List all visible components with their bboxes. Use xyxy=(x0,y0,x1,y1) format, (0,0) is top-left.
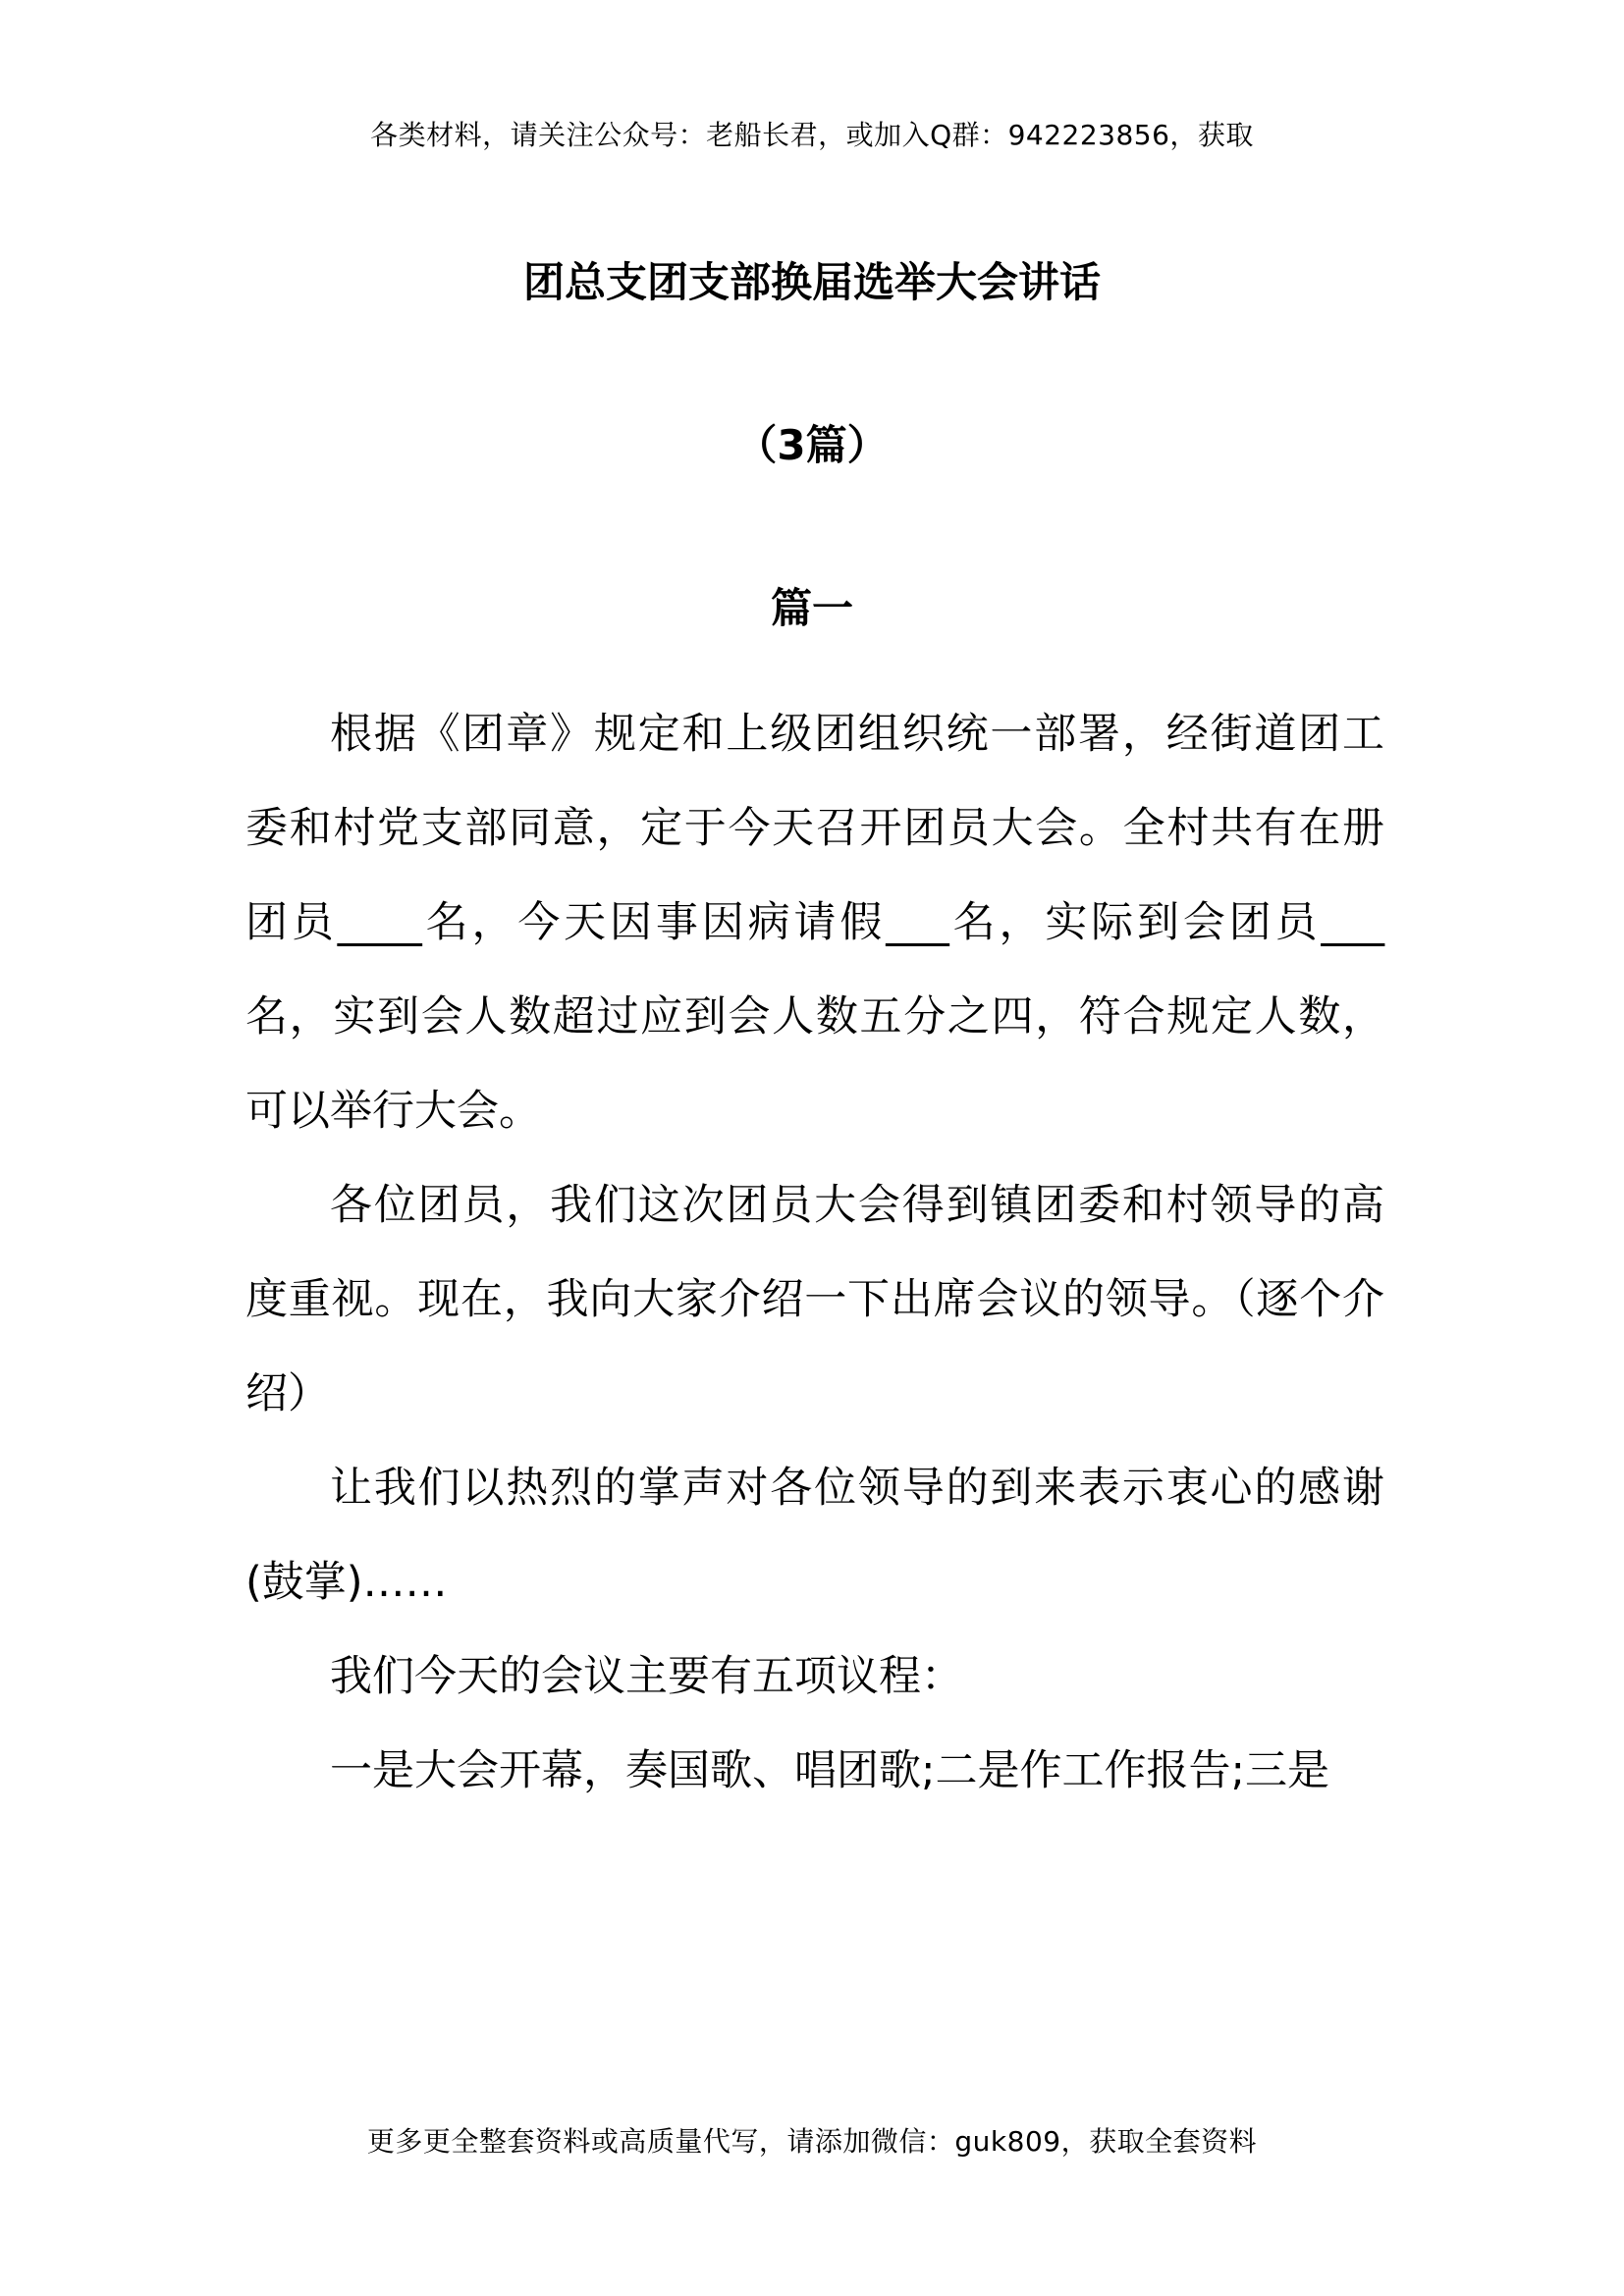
paragraph: 根据《团章》规定和上级团组织统一部署，经街道团工委和村党支部同意，定于今天召开团员大会。全村共有在册团员____名，今天因事因病请假___名，实际到会团员___名，实到会人数超过应到会人数五分之四，符合规定人数，可以举行大会。 xyxy=(245,710,1384,1136)
paragraph: 一是大会开幕，奏国歌、唱团歌;二是作工作报告;三是 xyxy=(330,1746,1329,1795)
header-note: 各类材料，请关注公众号：老船长君，或加入Q群：942223856，获取 xyxy=(370,119,1254,151)
footer-note: 更多更全整套资料或高质量代写，请添加微信：guk809，获取全套资料 xyxy=(366,2125,1258,2158)
document-subtitle: （3篇） xyxy=(735,421,889,469)
document-title: 团总支团支部换届选举大会讲话 xyxy=(522,258,1101,306)
body-text xyxy=(245,687,1384,1818)
paragraph: 让我们以热烈的掌声对各位领导的到来表示衷心的感谢(鼓掌)…… xyxy=(245,1464,1384,1607)
section-heading: 篇一 xyxy=(770,584,853,632)
paragraph: 各位团员，我们这次团员大会得到镇团委和村领导的高度重视。现在，我向大家介绍一下出席会议的领导。（逐个介绍） xyxy=(245,1181,1384,1418)
paragraph: 我们今天的会议主要有五项议程： xyxy=(330,1652,963,1701)
